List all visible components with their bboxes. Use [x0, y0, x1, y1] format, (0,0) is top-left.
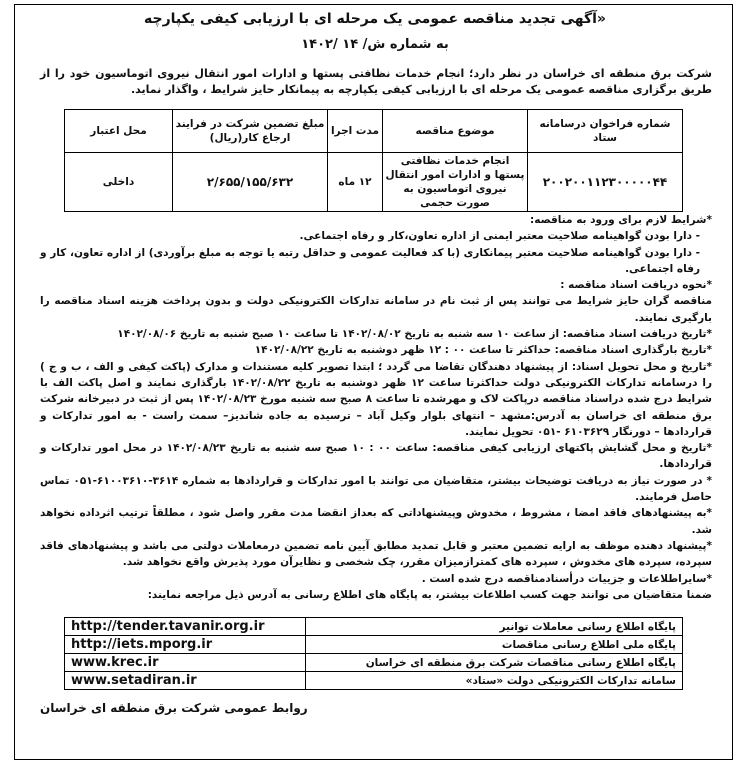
site-name: پایگاه اطلاع رسانی مناقصات شرکت برق منطقه ای خراسان: [305, 654, 682, 672]
table-row: [65, 636, 683, 654]
cell-call-number: ۲۰۰۲۰۰۱۱۲۳۰۰۰۰۰۴۴: [528, 153, 683, 212]
table-row: [65, 654, 683, 672]
site-link[interactable]: www.setadiran.ir: [65, 672, 306, 690]
tender-table: [64, 109, 683, 212]
site-link[interactable]: www.krec.ir: [65, 654, 306, 672]
header-call-number: شماره فراخوان درسامانه ستاد: [528, 110, 683, 153]
receipt-heading: *نحوه دریافت اسناد مناقصه :: [560, 279, 712, 292]
table-row: [65, 672, 683, 690]
tender-table-header-row: [65, 110, 683, 153]
upload-date: *تاریخ بارگذاری اسناد مناقصه: حداکثر تا ساعت ۰۰ : ۱۲ ظهر دوشنبه به تاریخ ۱۴۰۲/۰۸/۲۲: [254, 344, 712, 357]
cell-duration: ۱۲ ماه: [328, 153, 383, 212]
header-guarantee: مبلغ تضمین شرکت در فرایند ارجاع کار(ریال): [173, 110, 328, 153]
contact-info: * در صورت نیاز به دریافت توضیحات بیشتر، متقاضیان می توانند با امور تدارکات و قراردادها به شماره ۳۶۱۴-۶۱۰۰۳۶۱۰-۰۵۱ تماس حاصل فرمایند.: [40, 474, 712, 504]
notice-title: «آگهی تجدید مناقصه عمومی یک مرحله ای با ارزیابی کیفی یکپارچه: [144, 11, 606, 27]
site-link[interactable]: http://iets.mporg.ir: [65, 636, 306, 654]
header-duration: مدت اجرا: [328, 110, 383, 153]
cell-guarantee: ۲/۶۵۵/۱۵۵/۶۳۲: [173, 153, 328, 212]
info-sites-table: [64, 617, 683, 690]
condition-item: - دارا بودن گواهینامه صلاحیت معتبر ایمنی از اداره تعاون،کار و رفاه اجتماعی.: [299, 230, 700, 243]
invalid-bids-note: *به پیشنهادهای فاقد امضا ، مشروط ، مخدوش وپیشنهاداتی که بعداز انقضا مدت مقرر واصل شود ، مطلقاً ترتیب اثرداده نخواهد شد.: [40, 507, 712, 536]
guarantee-note: *پیشنهاد دهنده موظف به ارایه تضمین معتبر و قابل تمدید مطابق آیین نامه تضمین درمعاملات دولتی می باشد و پیشنهادهای فاقد سپرده، سپرده های مخدوش ، سپرده های کمترازمیزان مقرر، چک شخصی و نظایرآن مورد پذیرش واقع نخواهد شد.: [40, 539, 712, 569]
header-subject: موضوع مناقصه: [383, 110, 528, 153]
cell-credit: داخلی: [65, 153, 173, 212]
table-row: [65, 153, 683, 212]
delivery-info: *تاریخ و محل تحویل اسناد: از پیشنهاد دهندگان تقاضا می گردد ؛ ابتدا تصویر کلیه مستندات و مدارک (پاکت کیفی و الف ، ب و ج ) را درسامانه تدارکات الکترونیکی دولت حداکثرتا ساعت ۱۲ ظهر دوشنبه به تاریخ ۱۴۰۲/۰۸/۲۲ بارگذاری نمایند و اصل پاکت الف با شرایط درج شده دراسناد مناقصه درپاکت لاک و مهرشده تا ساعت ۸ صبح سه شنبه مورخ ۱۴۰۲/۰۸/۲۳ پس از ثبت در دبیرخانه شرکت برق منطقه ای خراسان به آدرس:مشهد – انتهای بلوار وکیل آباد – ترسیده به جاده شاندیز– سمت راست - به امور تدارکات و قراردادها – دورنگار ۶۱۰۳۶۲۹ -۰۵۱ تحویل نمایند.: [40, 360, 713, 438]
document-dates: *تاریخ دریافت اسناد مناقصه: از ساعت ۱۰ سه شنبه به تاریخ ۱۴۰۲/۰۸/۰۲ تا ساعت ۱۰ صبح شنبه به تاریخ ۱۴۰۲/۰۸/۰۶: [117, 328, 712, 341]
cell-subject: انجام خدمات نظافتی پستها و ادارات امور انتقال نیروی اتوماسیون به صورت حجمی: [383, 153, 528, 212]
table-row: [65, 618, 683, 636]
site-link[interactable]: http://tender.tavanir.org.ir: [65, 618, 306, 636]
opening-info: *تاریخ و محل گشایش پاکتهای ارزیابی کیفی مناقصه: ساعت ۰۰ : ۱۰ صبح سه شنبه به تاریخ ۱۴۰۲/۰۸/۲۳ در محل امور تدارکات و قراردادها.: [40, 442, 712, 471]
site-name: سامانه تدارکات الکترونیکی دولت «ستاد»: [305, 672, 682, 690]
site-name: پایگاه ملی اطلاع رسانی مناقصات: [305, 636, 682, 654]
site-name: پایگاه اطلاع رسانی معاملات توانیر: [305, 618, 682, 636]
notice-number: به شماره ش/ ۱۴ /۱۴۰۲: [301, 37, 449, 52]
conditions-heading: *شرایط لازم برای ورود به مناقصه:: [530, 214, 712, 226]
receipt-text: مناقصه گران حایز شرایط می توانند پس از ثبت نام در سامانه تدارکات الکترونیکی دولت و بدون پرداخت هزینه اسناد مناقصه را بارگیری نمایند.: [40, 295, 712, 324]
header-credit: محل اعتبار: [65, 110, 173, 153]
signoff: [40, 700, 712, 716]
condition-item: - دارا بودن گواهینامه صلاحیت معتبر پیمانکاری (با کد فعالیت عمومی و حداقل رتبه یا توجه به مبلغ برآوردی) از اداره تعاون، کار و رفاه اجتماعی.: [40, 246, 700, 275]
other-info-note: *سایراطلاعات و جزییات درأسنادمناقصه درج شده است .: [421, 572, 712, 585]
intro-paragraph: شرکت برق منطقه ای خراسان در نظر دارد؛ انجام خدمات نظافتی پستها و ادارات امور انتقال نیروی اتوماسیون خود را از طریق برگزاری مناقصه عمومی یک مرحله ای با ارزیابی کیفی یکپارچه به پیمانکار حایز شرایط ، واگذار نماید.: [40, 67, 712, 96]
notice-body: [40, 212, 712, 603]
signoff-text: روابط عمومی شرکت برق منطقه ای خراسان: [40, 701, 308, 715]
sites-intro: ضمنا متقاضیان می توانند جهت کسب اطلاعات بیشتر، به پایگاه های اطلاع رسانی به آدرس ذیل مراجعه نمایند:: [147, 588, 712, 601]
